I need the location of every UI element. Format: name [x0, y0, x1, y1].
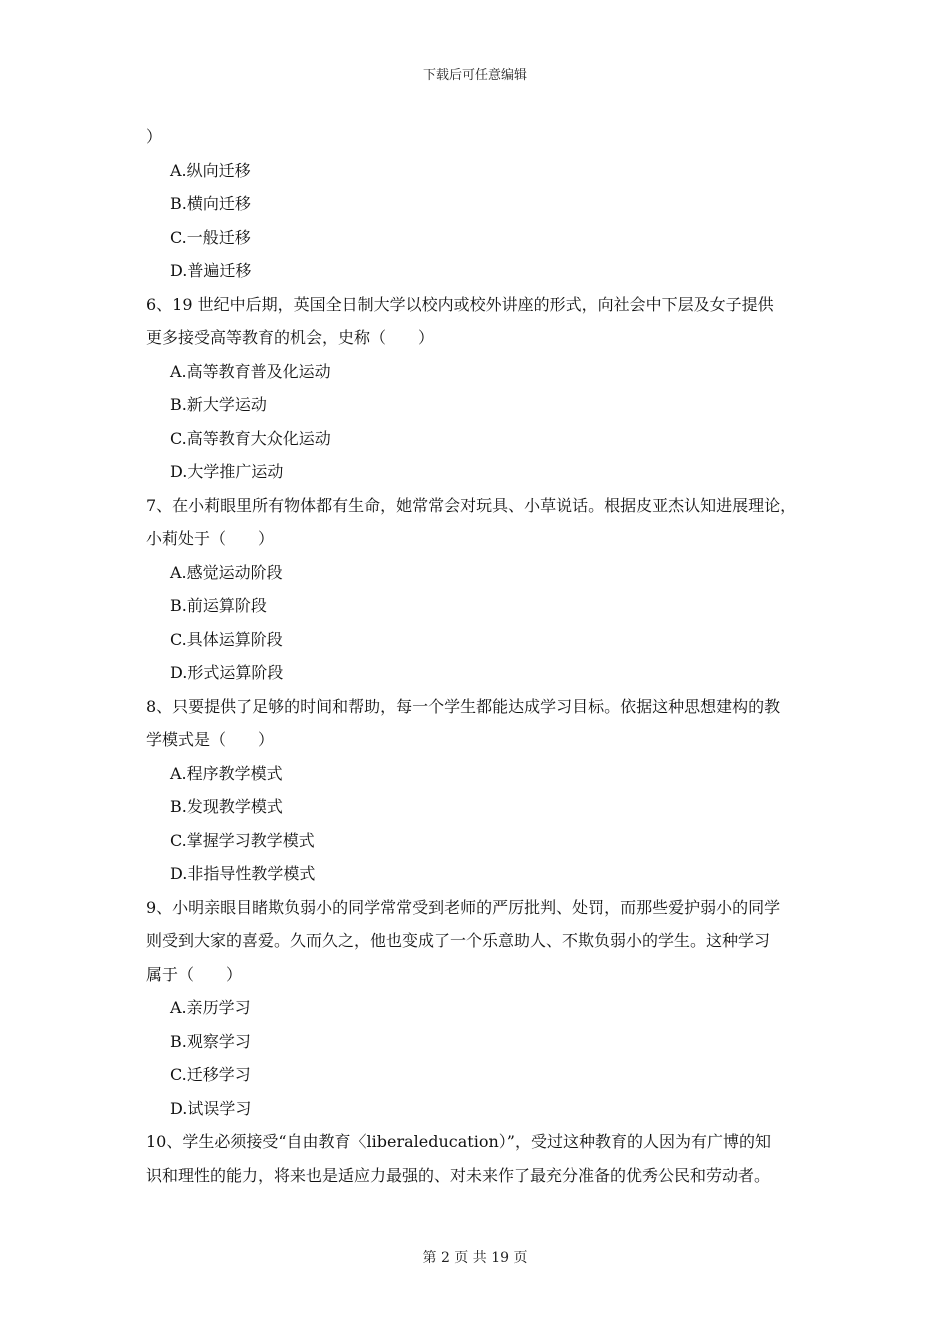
answer-option: D.非指导性教学模式 [170, 864, 316, 883]
answer-option: C.具体运算阶段 [170, 629, 283, 649]
answer-option: B.观察学习 [170, 1031, 251, 1051]
question-text-line: 小莉处于（ ） [146, 529, 275, 548]
question-text-line: 属于（ ） [146, 964, 243, 984]
answer-option: C.迁移学习 [170, 1065, 251, 1084]
answer-option: A.纵向迁移 [170, 160, 251, 180]
question-text-line: 6、19 世纪中后期，英国全日制大学以校内或校外讲座的形式，向社会中下层及女子提供 [146, 294, 774, 314]
document-body [146, 120, 816, 1192]
answer-option: C.掌握学习教学模式 [170, 830, 315, 850]
question-text-line: 学模式是（ ） [146, 730, 275, 749]
answer-option: D.形式运算阶段 [170, 663, 284, 682]
answer-option: A.亲历学习 [170, 998, 251, 1017]
answer-option: A.感觉运动阶段 [170, 562, 283, 582]
answer-option: B.发现教学模式 [170, 797, 283, 816]
question-text-line: ） [146, 127, 163, 146]
answer-option: C.高等教育大众化运动 [170, 428, 331, 448]
question-text-line: 识和理性的能力，将来也是适应力最强的、对未来作了最充分准备的优秀公民和劳动者。 [146, 1165, 771, 1185]
answer-option: C.一般迁移 [170, 227, 251, 247]
question-text-line: 8、只要提供了足够的时间和帮助，每一个学生都能达成学习目标。依据这种思想建构的教 [146, 696, 781, 716]
question-text-line: 10、学生必须接受“自由教育〈liberaleducation）”，受过这种教育的人因为有广博的知 [146, 1132, 771, 1151]
answer-option: A.程序教学模式 [170, 763, 283, 783]
answer-option: B.前运算阶段 [170, 596, 267, 615]
answer-option: B.新大学运动 [170, 395, 267, 414]
question-text-line: 9、小明亲眼目睹欺负弱小的同学常常受到老师的严厉批判、处罚，而那些爱护弱小的同学 [146, 897, 781, 917]
answer-option: D.普遍迁移 [170, 261, 252, 280]
answer-option: D.试误学习 [170, 1098, 252, 1118]
page-footer: 第 2 页 共 19 页 [422, 1250, 528, 1266]
question-text-line: 则受到大家的喜爱。久而久之，他也变成了一个乐意助人、不欺负弱小的学生。这种学习 [146, 931, 771, 950]
page-header: 下载后可任意编辑 [422, 68, 527, 83]
question-text-line: 7、在小莉眼里所有物体都有生命，她常常会对玩具、小草说话。根据皮亚杰认知进展理论， [146, 495, 797, 515]
answer-option: A.高等教育普及化运动 [170, 361, 331, 381]
answer-option: D.大学推广运动 [170, 462, 284, 481]
question-text-line: 更多接受高等教育的机会，史称（ ） [146, 328, 435, 347]
answer-option: B.横向迁移 [170, 194, 251, 213]
